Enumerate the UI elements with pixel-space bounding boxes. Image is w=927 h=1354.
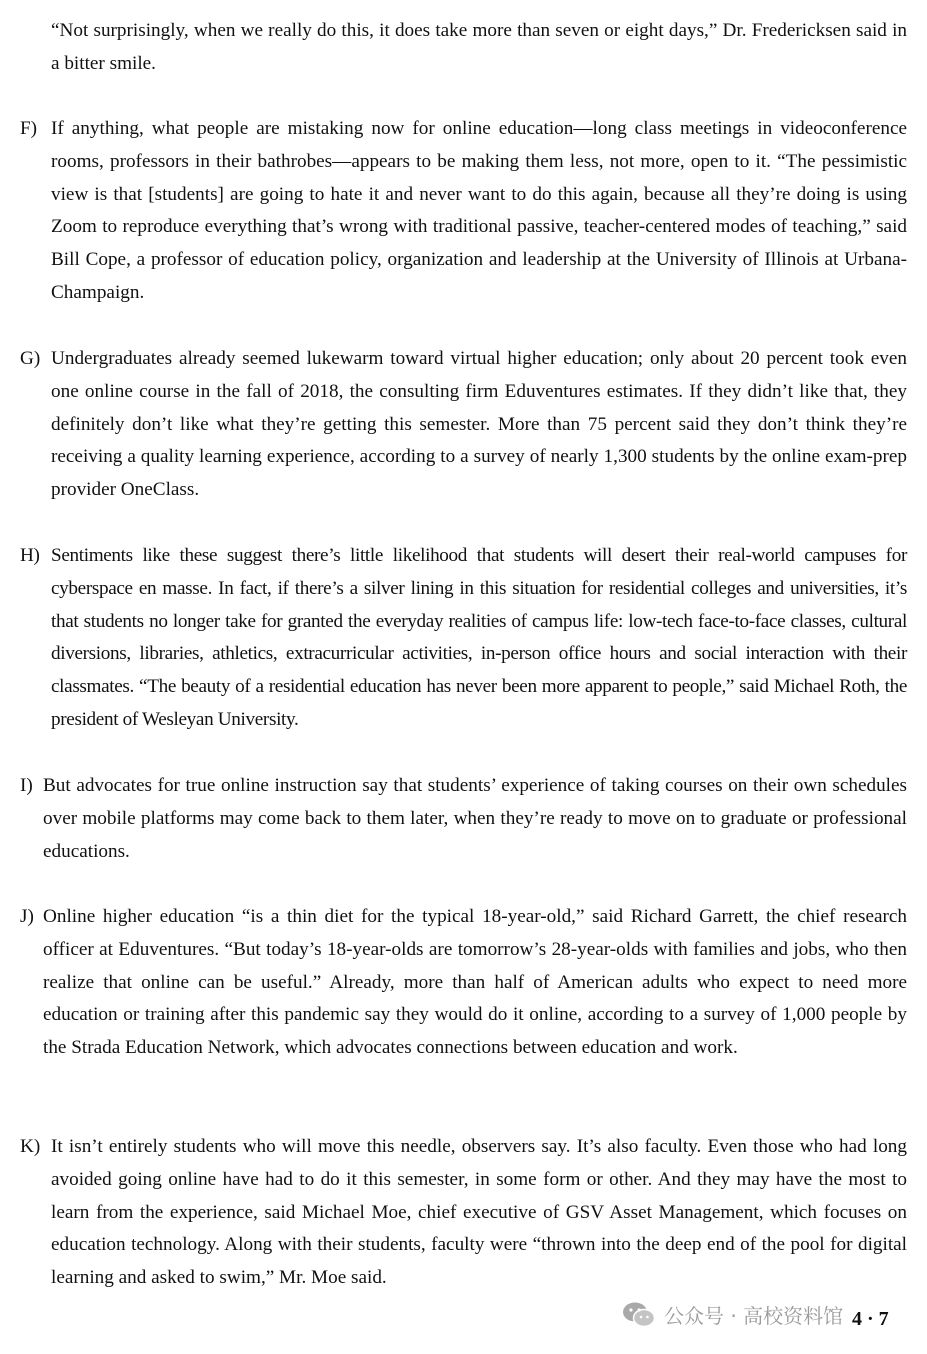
paragraph-text: Online higher education “is a thin diet for the typical 18-year-old,” said Richard Garrett, the chief research officer at Eduventures. “But today’s 18-year-olds are tomorrow’s 28-year-olds with families and jobs, who then realize that online can be useful.” Already, more than half of American adults who expect to need more education or training after this pandemic say they would do it online, according to a survey of 1,000 people by the Strada Education Network, which advocates connections between education and work.: [43, 906, 907, 1059]
paragraph-text: It isn’t entirely students who will move this needle, observers say. It’s also faculty. Even those who had long avoided going online have had to do it this semester, in some form or other. And they may have the most to learn from the experience, said Michael Moe, chief executive of GSV Asset Management, which focuses on education technology. Along with their students, faculty were “thrown into the deep end of the pool for digital learning and asked to swim,” Mr. Moe said.: [51, 1136, 907, 1289]
paragraph-text: Sentiments like these suggest there’s little likelihood that students will desert their real-world campuses for cyberspace en masse. In fact, if there’s a silver lining in this situation for residential colleges and universities, it’s that students no longer take for granted the everyday realities of campus life: low-tech face-to-face classes, cultural diversions, libraries, athletics, extracurricular activities, in-person office hours and social interaction with their classmates. “The beauty of a residential education has never been more apparent to people,” said Michael Roth, the president of Wesleyan University.: [51, 545, 907, 730]
paragraph-g: [20, 343, 907, 507]
paragraph-letter: K): [20, 1136, 41, 1157]
paragraph-letter: H): [20, 545, 40, 566]
paragraph-letter: G): [20, 348, 41, 369]
paragraph-i: [20, 770, 907, 868]
wechat-icon: [622, 1301, 656, 1329]
paragraph-text: Undergraduates already seemed lukewarm toward virtual higher education; only about 20 percent took even one online course in the fall of 2018, the consulting firm Eduventures estimates. If they didn’t like that, they definitely don’t like what they’re getting this semester. More than 75 percent said they don’t think they’re receiving a quality learning experience, according to a survey of nearly 1,300 students by the online exam-prep provider OneClass.: [51, 348, 907, 501]
paragraph-text: If anything, what people are mistaking now for online education—long class meetings in videoconference rooms, professors in their bathrobes—appears to be making them less, not more, open to it. “The pessimistic view is that [students] are going to hate it and never want to do this again, because all they’re doing is using Zoom to reproduce everything that’s wrong with traditional passive, teacher-centered modes of teaching,” said Bill Cope, a professor of education policy, organization and leadership at the University of Illinois at Urbana-Champaign.: [51, 118, 907, 303]
paragraph-letter: J): [20, 906, 34, 927]
paragraph-letter: I): [20, 775, 33, 796]
paragraph-text: But advocates for true online instruction say that students’ experience of taking courses on their own schedules over mobile platforms may come back to them later, when they’re ready to move on to graduate or professional educations.: [43, 775, 907, 862]
paragraph-j: [20, 901, 907, 1065]
page-number: 4 · 7: [852, 1308, 889, 1330]
paragraph-e-continued: [20, 15, 907, 81]
paragraph-h: [20, 540, 907, 737]
paragraph-text: “Not surprisingly, when we really do this, it does take more than seven or eight days,” Dr. Fredericksen said in a bitter smile.: [51, 20, 907, 74]
paragraph-f: [20, 113, 907, 310]
watermark-text: 公众号 · 高校资料馆: [664, 1304, 844, 1328]
wechat-watermark: [622, 1300, 843, 1329]
paragraph-letter: F): [20, 118, 38, 139]
paragraph-k: [20, 1131, 907, 1295]
